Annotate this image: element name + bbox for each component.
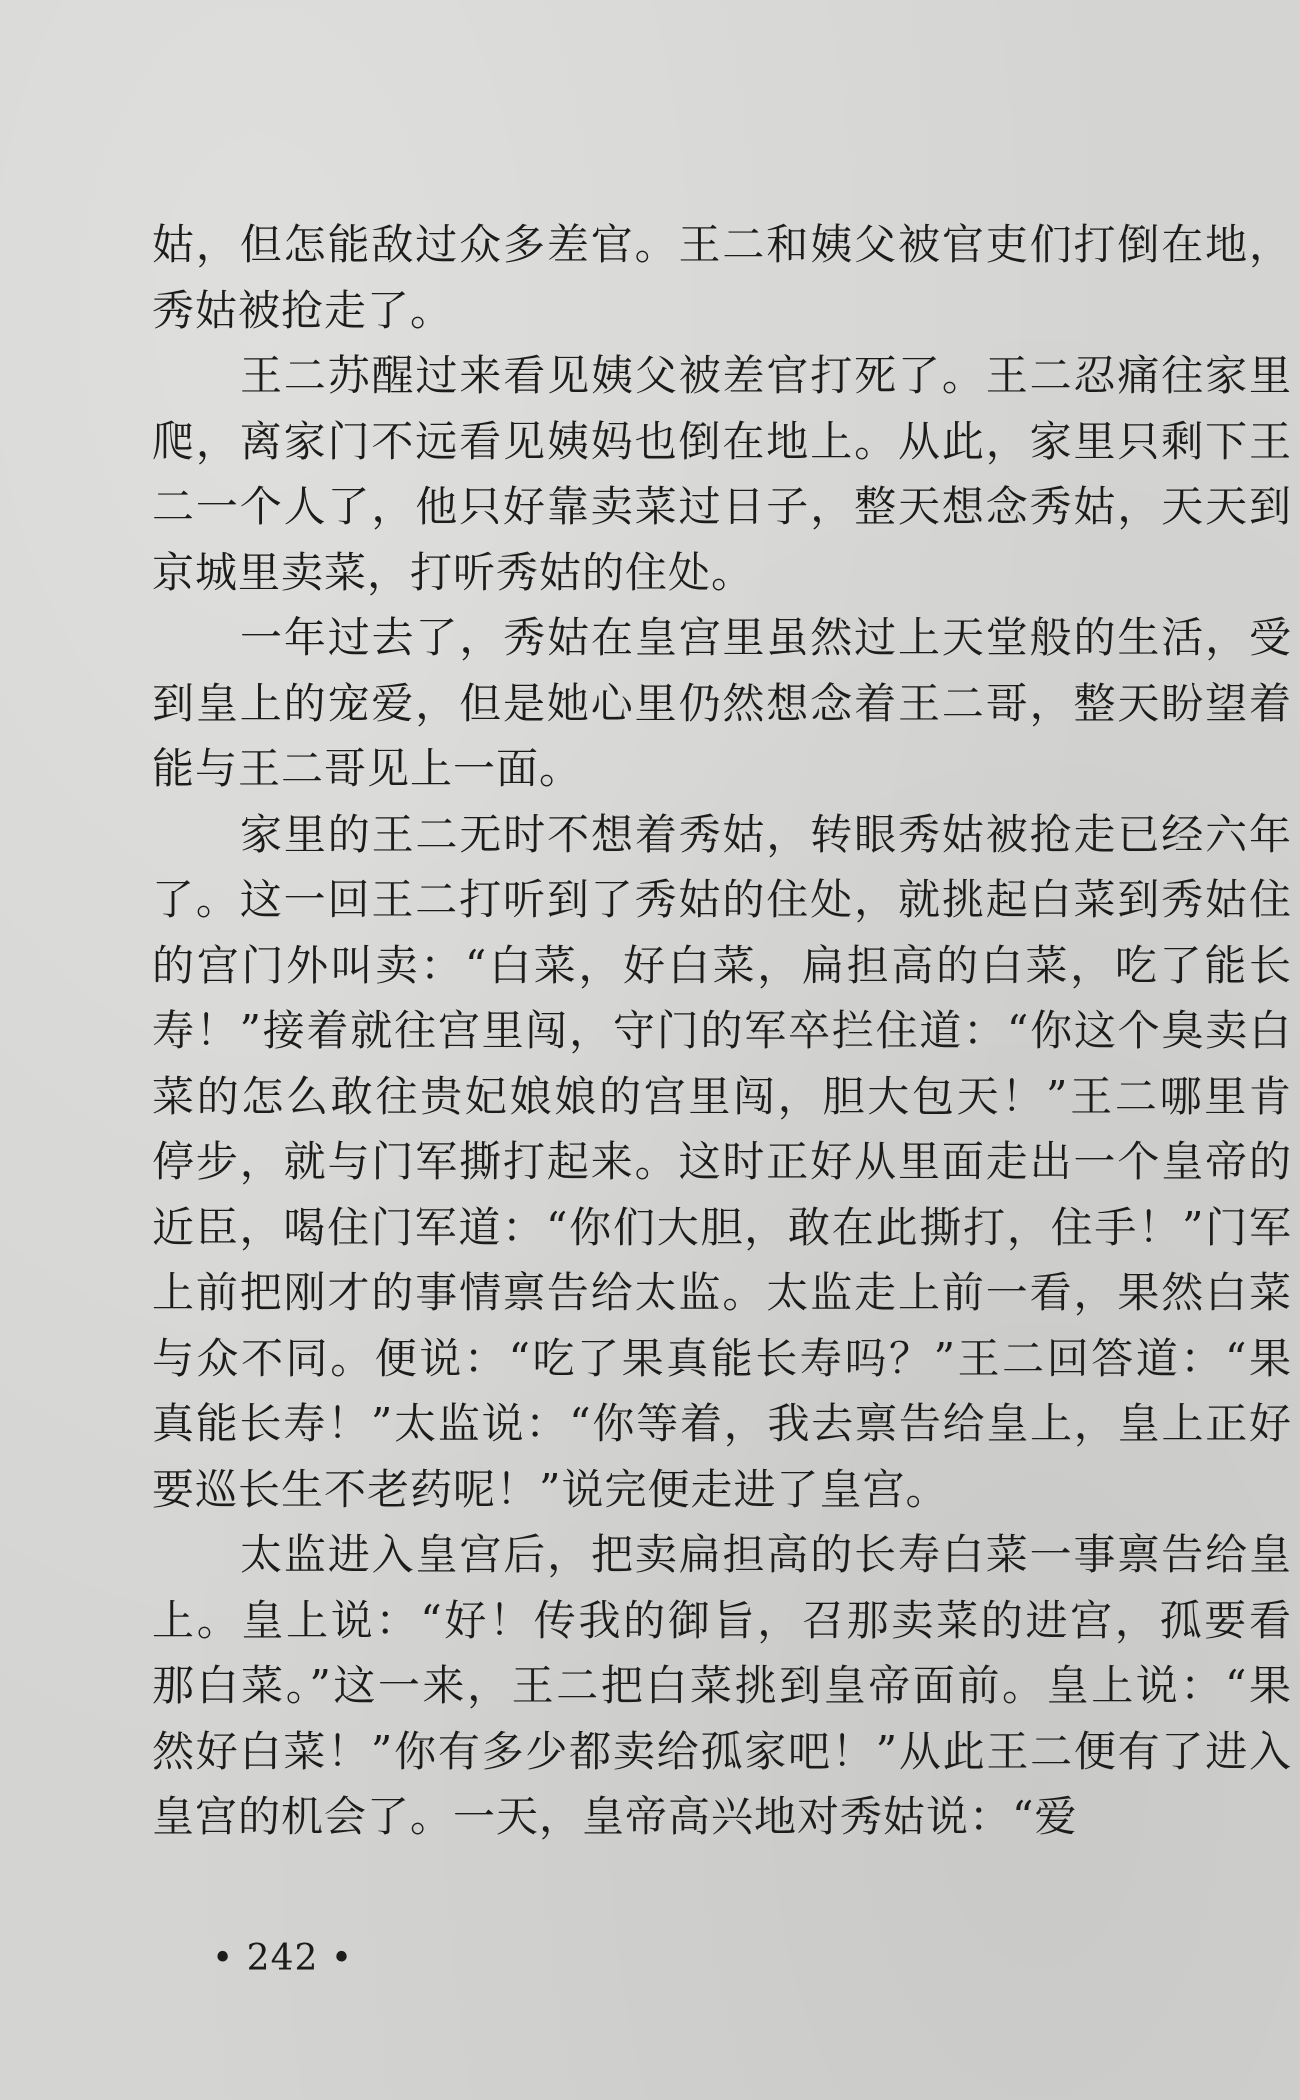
paragraph-5: 太监进入皇宫后，把卖扁担高的长寿白菜一事禀告给皇上。皇上说：“好！传我的御旨，召那卖菜的进宫，孤要看那白菜。”这一来，王二把白菜挑到皇帝面前。皇上说：“果然好白菜！”你有多少都卖给孤家吧！”从此王二便有了进入皇宫的机会了。一天，皇帝高兴地对秀姑说：“爱 xyxy=(152,1530,1292,1841)
page-number: • 242 • xyxy=(212,1938,354,1979)
paragraph-3: 一年过去了，秀姑在皇宫里虽然过上天堂般的生活，受到皇上的宠爱，但是她心里仍然想念着王二哥，整天盼望着能与王二哥见上一面。 xyxy=(152,613,1292,793)
paragraph-4: 家里的王二无时不想着秀姑，转眼秀姑被抢走已经六年了。这一回王二打听到了秀姑的住处，就挑起白菜到秀姑住的宫门外叫卖：“白菜，好白菜，扁担高的白菜，吃了能长寿！”接着就往宫里闯，守门的军卒拦住道：“你这个臭卖白菜的怎么敢往贵妃娘娘的宫里闯，胆大包天！”王二哪里肯停步，就与门军撕打起来。这时正好从里面走出一个皇帝的近臣，喝住门军道：“你们大胆，敢在此撕打，住手！”门军上前把刚才的事情禀告给太监。太监走上前一看，果然白菜与众不同。便说：“吃了果真能长寿吗？”王二回答道：“果真能长寿！”太监说：“你等着，我去禀告给皇上，皇上正好要巡长生不老药呢！”说完便走进了皇宫。 xyxy=(152,809,1292,1514)
body-text xyxy=(152,212,1292,1850)
paragraph-1: 姑，但怎能敌过众多差官。王二和姨父被官吏们打倒在地，秀姑被抢走了。 xyxy=(152,220,1292,335)
paragraph-2: 王二苏醒过来看见姨父被差官打死了。王二忍痛往家里爬，离家门不远看见姨妈也倒在地上。从此，家里只剩下王二一个人了，他只好靠卖菜过日子，整天想念秀姑，天天到京城里卖菜，打听秀姑的住处。 xyxy=(152,351,1292,597)
